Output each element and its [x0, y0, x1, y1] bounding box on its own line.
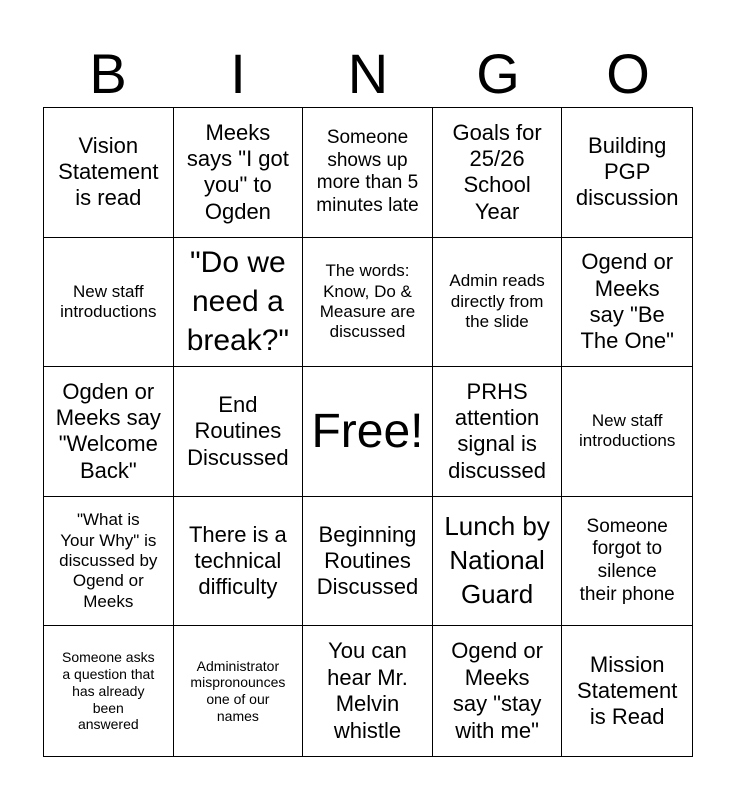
cell-text: "What is Your Why" is discussed by Ogend or Meeks [59, 510, 158, 611]
bingo-cell-r1-c1[interactable] [44, 108, 174, 238]
cell-text: PRHS attention signal is discussed [448, 378, 547, 483]
cell-text: New staff introductions [579, 411, 676, 451]
bingo-cell-r3-c2[interactable] [174, 367, 304, 497]
bingo-cell-r1-c4[interactable] [433, 108, 563, 238]
cell-text: End Routines Discussed [187, 391, 289, 470]
bingo-cell-r5-c5[interactable] [562, 626, 692, 756]
header-letter-o: O [606, 42, 650, 105]
cell-text: Ogend or Meeks say "Be The One" [580, 249, 674, 354]
cell-text: Someone forgot to silence their phone [579, 515, 675, 605]
cell-text: Goals for 25/26 School Year [452, 119, 542, 224]
cell-text: Lunch by National Guard [444, 511, 550, 609]
bingo-cell-r4-c3[interactable] [303, 497, 433, 627]
cell-text: Admin reads directly from the slide [449, 271, 545, 332]
cell-text: Beginning Routines Discussed [316, 521, 419, 600]
bingo-cell-r2-c2[interactable] [174, 238, 304, 368]
bingo-cell-r2-c4[interactable] [433, 238, 563, 368]
bingo-cell-r2-c1[interactable] [44, 238, 174, 368]
bingo-cell-r3-c1[interactable] [44, 367, 174, 497]
bingo-cell-r5-c3[interactable] [303, 626, 433, 756]
cell-text: Someone shows up more than 5 minutes late [316, 126, 419, 217]
header-letter-b: B [89, 42, 127, 105]
bingo-header [43, 40, 693, 108]
header-letter-i: I [230, 42, 246, 105]
bingo-cell-r5-c2[interactable] [174, 626, 304, 756]
cell-text: "Do we need a break?" [186, 246, 290, 358]
cell-text: Building PGP discussion [575, 132, 679, 211]
bingo-cell-r4-c1[interactable] [44, 497, 174, 627]
bingo-cell-r4-c5[interactable] [562, 497, 692, 627]
cell-text: Administrator mispronounces one of our names [190, 657, 286, 724]
bingo-cell-r2-c3[interactable] [303, 238, 433, 368]
cell-text: Someone asks a question that has already been answered [61, 649, 155, 733]
cell-text: New staff introductions [60, 281, 157, 321]
bingo-board [43, 107, 693, 757]
cell-text: Ogden or Meeks say "Welcome Back" [55, 378, 161, 483]
bingo-cell-r3-c4[interactable] [433, 367, 563, 497]
cell-text: There is a technical difficulty [188, 521, 287, 600]
bingo-cell-r3-c5[interactable] [562, 367, 692, 497]
bingo-cell-r1-c3[interactable] [303, 108, 433, 238]
bingo-cell-r4-c4[interactable] [433, 497, 563, 627]
cell-text: Free! [311, 404, 424, 458]
cell-text: Meeks says "I got you" to Ogden [186, 119, 289, 224]
cell-text: Mission Statement is Read [577, 651, 678, 730]
header-letter-g: G [476, 42, 520, 105]
bingo-cell-free[interactable] [303, 367, 433, 497]
bingo-cell-r5-c4[interactable] [433, 626, 563, 756]
bingo-cell-r4-c2[interactable] [174, 497, 304, 627]
bingo-cell-r1-c5[interactable] [562, 108, 692, 238]
cell-text: The words: Know, Do & Measure are discussed [319, 261, 416, 342]
header-letter-n: N [347, 42, 389, 105]
bingo-cell-r5-c1[interactable] [44, 626, 174, 756]
bingo-cell-r1-c2[interactable] [174, 108, 304, 238]
bingo-cell-r2-c5[interactable] [562, 238, 692, 368]
cell-text: Ogend or Meeks say "stay with me" [451, 638, 543, 743]
cell-text: Vision Statement is read [58, 132, 159, 211]
cell-text: You can hear Mr. Melvin whistle [327, 638, 408, 743]
